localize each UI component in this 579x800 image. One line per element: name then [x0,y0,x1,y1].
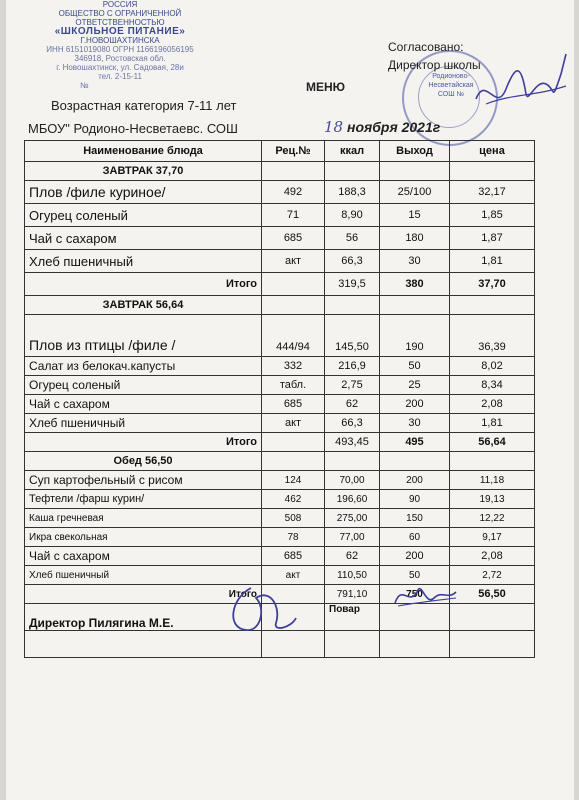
menu-date [324,118,440,136]
dish-name: Каша гречневая [25,509,262,528]
table-row [25,250,535,273]
round-stamp-text: Родионово-Несветайская СОШ № [428,73,474,98]
footer-row [25,604,535,631]
menu-table [24,140,535,658]
recipe-no: акт [262,250,325,273]
price: 2,08 [450,395,535,414]
stamp-line: 346918, Ростовская обл. [74,54,166,63]
table-row [25,490,535,509]
table-row [25,414,535,433]
total-output: 495 [380,433,450,452]
price: 11,18 [450,471,535,490]
price: 8,34 [450,376,535,395]
output: 150 [380,509,450,528]
output: 25/100 [380,181,450,204]
output: 190 [380,315,450,357]
recipe-no: табл. [262,376,325,395]
school-name: МБОУ" Родионо-Несветаевс. СОШ [28,121,238,136]
kcal: 62 [325,395,380,414]
kcal: 62 [325,547,380,566]
total-output: 380 [380,273,450,296]
section-title: ЗАВТРАК 37,70 [25,162,262,181]
page-title: МЕНЮ [306,80,346,94]
kcal: 66,3 [325,250,380,273]
table-row [25,357,535,376]
recipe-no: 508 [262,509,325,528]
recipe-no: 685 [262,227,325,250]
section-row [25,162,535,181]
recipe-no: 462 [262,490,325,509]
header-dish: Наименование блюда [25,141,262,162]
dish-name: Чай с сахаром [25,547,262,566]
output: 60 [380,528,450,547]
kcal: 66,3 [325,414,380,433]
recipe-no: 685 [262,547,325,566]
table-row [25,566,535,585]
dish-name: Плов из птицы /филе / [25,315,262,357]
stamp-company-name: «ШКОЛЬНОЕ ПИТАНИЕ» [54,26,186,37]
table-row [25,471,535,490]
table-row [25,395,535,414]
table-row [25,509,535,528]
section-row [25,452,535,471]
output: 200 [380,547,450,566]
dish-name: Огурец соленый [25,204,262,227]
price: 8,02 [450,357,535,376]
price: 12,22 [450,509,535,528]
output: 200 [380,395,450,414]
total-row [25,585,535,604]
dish-name: Салат из белокач.капусты [25,357,262,376]
total-price: 56,50 [450,585,535,604]
table-header-row [25,141,535,162]
recipe-no: 444/94 [262,315,325,357]
stamp-line: тел. 2-15-11 [98,72,142,81]
output: 50 [380,566,450,585]
approval-block [388,38,481,74]
total-row [25,433,535,452]
price: 36,39 [450,315,535,357]
stamp-line: РОССИЯ [102,0,138,9]
price: 2,08 [450,547,535,566]
price: 1,85 [450,204,535,227]
output: 50 [380,357,450,376]
header-price: цена [450,141,535,162]
output: 25 [380,376,450,395]
table-row [25,227,535,250]
stamp-line: № [80,81,89,90]
section-title: ЗАВТРАК 56,64 [25,296,262,315]
approval-agreed: Согласовано: [388,40,464,54]
price: 1,87 [450,227,535,250]
price: 19,13 [450,490,535,509]
recipe-no: 332 [262,357,325,376]
dish-name: Огурец соленый [25,376,262,395]
price: 2,72 [450,566,535,585]
cook-label: Повар [325,604,380,631]
output: 90 [380,490,450,509]
recipe-no: 78 [262,528,325,547]
output: 15 [380,204,450,227]
total-label: Итого [25,433,262,452]
total-label: Итого [25,585,262,604]
kcal: 216,9 [325,357,380,376]
kcal: 77,00 [325,528,380,547]
date-day: 18 [324,118,344,136]
total-row [25,273,535,296]
date-rest: ноября 2021г [346,119,441,135]
director-label: Директор Пилягина М.Е. [25,604,262,631]
stamp-line: Г.НОВОШАХТИНСКА [80,36,160,45]
kcal: 188,3 [325,181,380,204]
dish-name: Чай с сахаром [25,227,262,250]
stamp-line: ИНН 6151019080 ОГРН 1166196056195 [46,45,194,54]
table-row [25,315,535,357]
section-row [25,296,535,315]
total-kcal: 791,10 [325,585,380,604]
kcal: 110,50 [325,566,380,585]
output: 200 [380,471,450,490]
dish-name: Чай с сахаром [25,395,262,414]
stamp-line: ОТВЕТСТВЕННОСТЬЮ [75,18,165,27]
kcal: 2,75 [325,376,380,395]
recipe-no: 492 [262,181,325,204]
kcal: 145,50 [325,315,380,357]
kcal: 275,00 [325,509,380,528]
total-output: 750 [380,585,450,604]
recipe-no: акт [262,566,325,585]
table-row [25,376,535,395]
header-recipe: Рец.№ [262,141,325,162]
kcal: 8,90 [325,204,380,227]
approval-director: Директор школы [388,58,481,72]
total-price: 56,64 [450,433,535,452]
price: 1,81 [450,250,535,273]
table-row [25,204,535,227]
company-stamp [20,0,220,92]
output: 180 [380,227,450,250]
recipe-no: акт [262,414,325,433]
dish-name: Суп картофельный с рисом [25,471,262,490]
total-price: 37,70 [450,273,535,296]
section-title: Обед 56,50 [25,452,262,471]
dish-name: Хлеб пшеничный [25,566,262,585]
output: 30 [380,250,450,273]
price: 9,17 [450,528,535,547]
table-row [25,528,535,547]
dish-name: Плов /филе куриное/ [25,181,262,204]
total-kcal: 319,5 [325,273,380,296]
recipe-no: 124 [262,471,325,490]
price: 1,81 [450,414,535,433]
stamp-line: ОБЩЕСТВО С ОГРАНИЧЕННОЙ [58,9,182,18]
header-output: Выход [380,141,450,162]
price: 32,17 [450,181,535,204]
table-row [25,181,535,204]
recipe-no: 685 [262,395,325,414]
kcal: 196,60 [325,490,380,509]
kcal: 70,00 [325,471,380,490]
age-category: Возрастная категория 7-11 лет [51,98,237,113]
recipe-no: 71 [262,204,325,227]
stamp-line: г. Новошахтинск, ул. Садовая, 28и [56,63,184,72]
total-kcal: 493,45 [325,433,380,452]
dish-name: Хлеб пшеничный [25,250,262,273]
menu-document [6,0,574,800]
dish-name: Тефтели /фарш курин/ [25,490,262,509]
output: 30 [380,414,450,433]
total-label: Итого [25,273,262,296]
dish-name: Икра свекольная [25,528,262,547]
header-kcal: ккал [325,141,380,162]
empty-row [25,631,535,658]
dish-name: Хлеб пшеничный [25,414,262,433]
kcal: 56 [325,227,380,250]
table-row [25,547,535,566]
